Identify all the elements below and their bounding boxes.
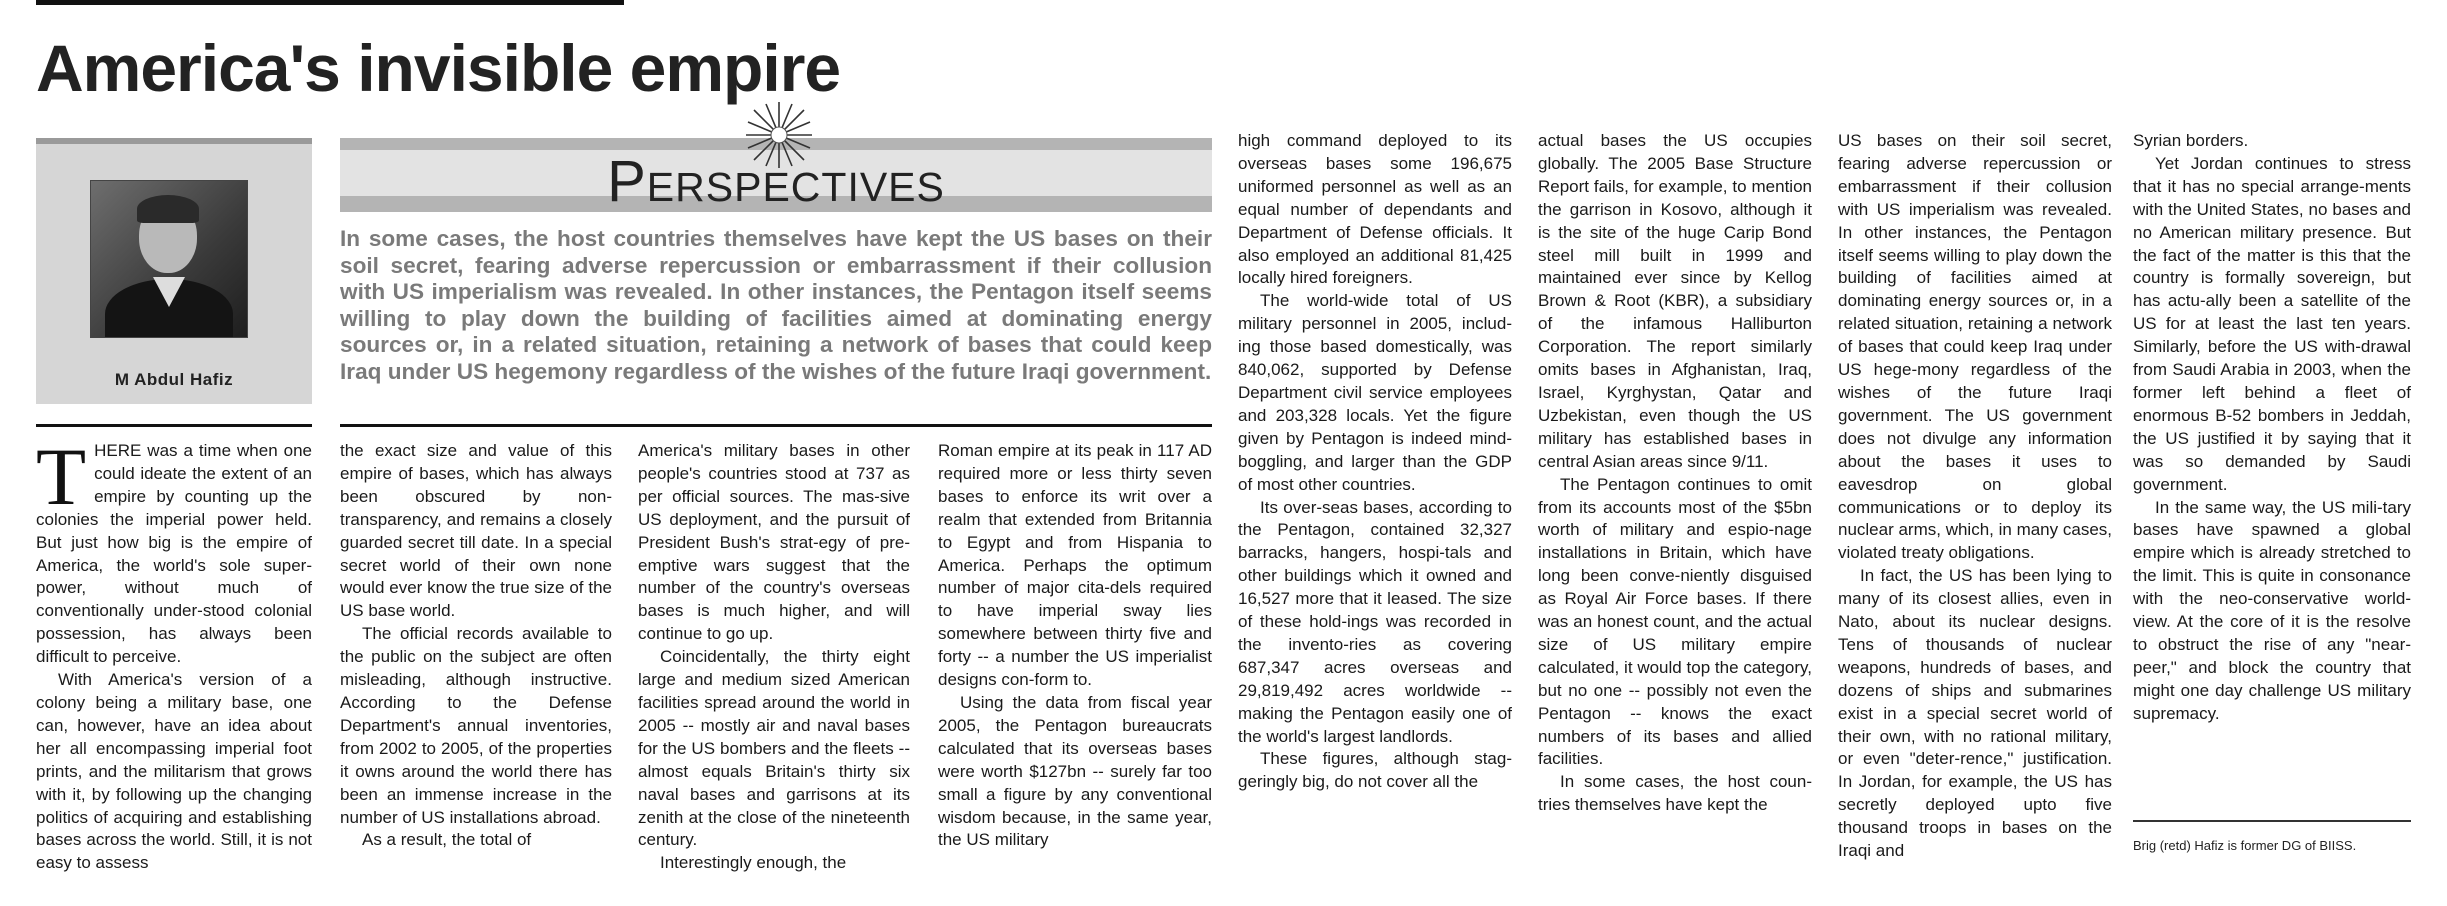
- headline: America's invisible empire: [36, 31, 841, 105]
- starburst-icon: [744, 100, 814, 170]
- paragraph: America's military bases in other people's countries stood at 737 as per official sources. The mas-sive US deployment, and the pursuit of President Bush's strat-egy of pre-emptive wars suggest that the number of the country's overseas bases is much higher, and will continue to go up.: [638, 441, 910, 644]
- paragraph: [36, 431, 312, 669]
- divider-pullquote: [340, 424, 1212, 427]
- article-column-2: [340, 440, 612, 852]
- paragraph: The world-wide total of US military personnel in 2005, includ-ing those based domestically, was 840,062, supported by Defense Department civil service employees and 203,328 locals. Yet the figure given by Pentagon is indeed mind-boggling, and larger than the GDP of most other countries.: [1238, 291, 1512, 494]
- author-name: [36, 370, 312, 390]
- paragraph: Coincidentally, the thirty eight large and medium sized American facilities spread around the world in 2005 -- mostly air and naval bases for the US bombers and the fleets -- almost equals Britain's thirty six naval bases and garrisons at its zenith at the close of the nineteenth century.: [638, 647, 910, 850]
- article-column-3: [638, 440, 910, 875]
- paragraph: In fact, the US has been lying to many of its closest allies, even in Nato, about its nuclear designs. Tens of thousands of nuclear weapons, hundreds of bases, and dozens of ships and submarines exist in a special secret world of their own, with no rational military, or even "deter-rence," justification. In Jordan, for example, the US has secretly deployed upto five thousand troops in bases on the Iraqi and: [1838, 566, 2112, 861]
- paragraph: With America's version of a colony being a military base, one can, however, have an idea about her all encompassing imperial foot prints, and the militarism that grows with it, by following up the changing politics of acquiring and establishing bases across the world. Still, it is not easy to assess: [36, 670, 312, 873]
- paragraph: In the same way, the US mili-tary bases have spawned a global empire which is already stretched to the limit. This is quite in consonance with the neo-conservative world-view. At the core of it is the resolve to obstruct the rise of any "near-peer," and block the country that might one day challenge US military supremacy.: [2133, 497, 2411, 723]
- pullquote: In some cases, the host countries themselves have kept the US bases on their soil secret, fearing adverse repercussion or embarrassment if their collusion with US imperialism was revealed. In other instances, the Pentagon itself seems willing to play down the building of facilities aimed at dominating energy sources or, in a related situation, retaining a network of bases that could keep Iraq under US hegemony regardless of the wishes of the future Iraqi government.: [340, 226, 1212, 384]
- drop-cap: T: [36, 431, 87, 522]
- author-name-text: M Abdul Hafiz: [114, 370, 234, 389]
- article-column-1: [36, 431, 312, 875]
- section-banner-title: Perspectives: [607, 149, 945, 214]
- paragraph: actual bases the US occupies globally. The 2005 Base Structure Report fails, for example, to mention the garrison in Kosovo, although it is the site of the huge Carip Bond steel mill built in 1999 and maintained ever since by Kellog Brown & Root (KBR), a subsidiary of the infamous Halliburton Corporation. The report similarly omits bases in Afghanistan, Iraq, Israel, Kyrghystan, Qatar and Uzbekistan, even though the US military has established bases in central Asian areas since 9/11.: [1538, 131, 1812, 471]
- paragraph: The official records available to the public on the subject are often misleading, although instructive. According to the Defense Department's annual inventories, from 2002 to 2005, of the properties it owns around the world there has been an immense increase in the number of US installations abroad.: [340, 624, 612, 827]
- divider-left: [36, 424, 312, 427]
- paragraph: Interestingly enough, the: [660, 853, 847, 873]
- paragraph: Using the data from fiscal year 2005, the Pentagon bureaucrats calculated that its overseas bases were worth $127bn -- surely far too small a figure by any conventional wisdom because, in the same year, the US military: [938, 692, 1212, 850]
- author-credit: Brig (retd) Hafiz is former DG of BIISS.: [2133, 838, 2357, 853]
- article-column-8: [2133, 130, 2411, 726]
- paragraph-text: HERE was a time when one could ideate the extent of an empire by counting up the colonies the imperial power held. But just how big is the empire of America, the world's sole super-power, without much of conventionally under-stood colonial possession, has always been difficult to perceive.: [36, 441, 312, 667]
- article-column-7: [1838, 130, 2112, 863]
- top-rule: [36, 0, 624, 5]
- article-column-6: [1538, 130, 1812, 817]
- paragraph: Roman empire at its peak in 117 AD required more or less thirty seven bases to enforce its writ over a realm that extended from Britannia to Egypt and from Hispania to America. Perhaps the optimum number of major cita-dels required to have imperial sway lies somewhere between thirty five and forty -- a number the US imperialist designs con-form to.: [938, 441, 1212, 690]
- paragraph: The Pentagon continues to omit from its accounts most of the $5bn worth of military and espio-nage installations in Britain, which have long been conve-niently disguised as Royal Air Force bases. If there was an honest count, and the actual size of US military empire calculated, it would top the category, but no one -- possibly not even the Pentagon -- knows the exact numbers of its bases and allied facilities.: [1538, 474, 1812, 769]
- paragraph: Its over-seas bases, according to the Pentagon, contained 32,327 barracks, hangers, hospi-tals and other buildings which it owned and 16,527 more that it leased. The size of these hold-ings was recorded in the invento-ries as covering 687,347 acres overseas and 29,819,492 acres worldwide -- making the Pentagon easily one of the world's largest landlords.: [1238, 497, 1512, 746]
- paragraph: Yet Jordan continues to stress that it has no special arrange-ments with the United States, no bases and no American military presence. But the fact of the matter is this that the country is formally sovereign, but has actu-ally been a satellite of the US for at least the last ten years. Similarly, before the US with-drawal from Saudi Arabia in 2003, when the former left behind a fleet of enormous B-52 bombers in Jeddah, the US justified it by saying that it was so demanded by Saudi government.: [2133, 153, 2411, 494]
- paragraph: the exact size and value of this empire of bases, which has always been obscured by non-transparency, and remains a closely guarded secret till date. In a special secret world of their own none would ever know the true size of the US base world.: [340, 441, 612, 621]
- paragraph: Syrian borders.: [2133, 131, 2249, 150]
- paragraph: As a result, the total of: [362, 830, 532, 850]
- paragraph: US bases on their soil secret, fearing adverse repercussion or embarrassment if their collusion with US imperialism was revealed. In other instances, the Pentagon itself seems willing to play down the building of facilities aimed at dominating energy sources or, in a related situation, retaining a network of bases that could keep Iraq under US hege-mony regardless of the wishes of the future Iraqi government. The US government does not divulge any information about the bases it uses to eavesdrop on global communications or to deploy its nuclear arms, which, in many cases, violated treaty obligations.: [1838, 131, 2112, 563]
- paragraph: In some cases, the host coun-tries themselves have kept the: [1538, 772, 1812, 815]
- paragraph: high command deployed to its overseas bases some 196,675 uniformed personnel as well as an equal number of dependants and Department of Defense officials. It also employed an additional 81,425 locally hired foreigners.: [1238, 131, 1512, 288]
- credit-divider: [2133, 820, 2411, 822]
- paragraph: These figures, although stag-geringly big, do not cover all the: [1238, 749, 1512, 792]
- article-column-4: [938, 440, 1212, 852]
- author-box: [36, 138, 312, 404]
- article-column-5: [1238, 130, 1512, 794]
- author-photo: [90, 180, 248, 338]
